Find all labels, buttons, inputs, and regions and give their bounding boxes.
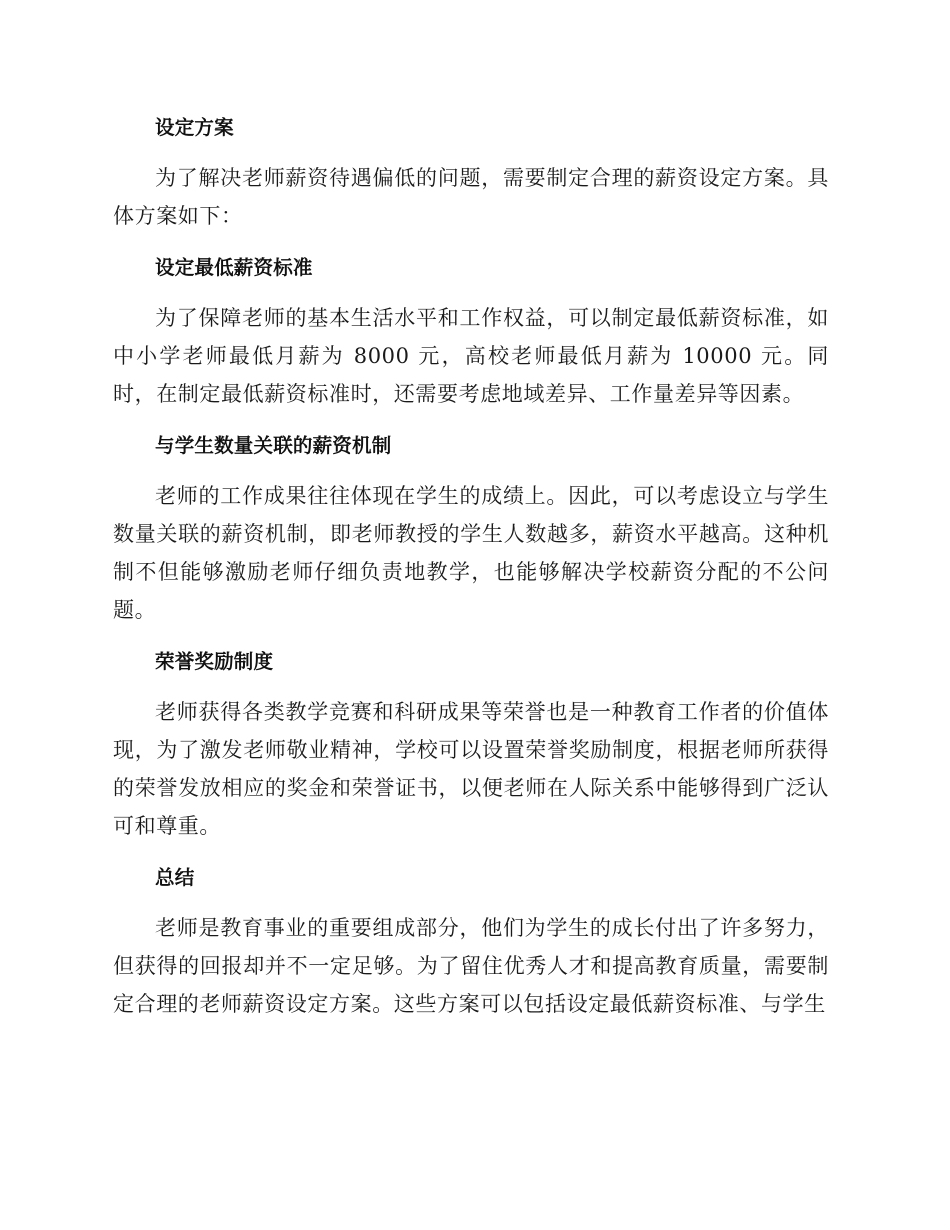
section-paragraph: 老师获得各类教学竞赛和科研成果等荣誉也是一种教育工作者的价值体现，为了激发老师敬业精神，学校可以设置荣誉奖励制度，根据老师所获得的荣誉发放相应的奖金和荣誉证书，以便老师在人际关系中能够得到广泛认可和尊重。 — [113, 700, 829, 838]
section-heading: 荣誉奖励制度 — [155, 650, 274, 673]
section-heading: 与学生数量关联的薪资机制 — [155, 434, 392, 457]
section-summary — [113, 858, 829, 1023]
section-heading: 总结 — [155, 866, 195, 889]
section-paragraph: 为了保障老师的基本生活水平和工作权益，可以制定最低薪资标准，如中小学老师最低月薪为 8000 元，高校老师最低月薪为 10000 元。同时，在制定最低薪资标准时，还需要考虑地域差异、工作量差异等因素。 — [113, 306, 829, 406]
section-paragraph: 为了解决老师薪资待遇偏低的问题，需要制定合理的薪资设定方案。具体方案如下： — [113, 166, 829, 228]
section-heading: 设定最低薪资标准 — [155, 256, 313, 279]
section-paragraph: 老师是教育事业的重要组成部分，他们为学生的成长付出了许多努力，但获得的回报却并不一定足够。为了留住优秀人才和提高教育质量，需要制定合理的老师薪资设定方案。这些方案可以包括设定最低薪资标准、与学生 — [113, 916, 829, 1016]
section-minimum-salary — [113, 248, 829, 413]
section-paragraph: 老师的工作成果往往体现在学生的成绩上。因此，可以考虑设立与学生数量关联的薪资机制，即老师教授的学生人数越多，薪资水平越高。这种机制不但能够激励老师仔细负责地教学，也能够解决学校薪资分配的不公问题。 — [113, 484, 829, 622]
section-honor-rewards — [113, 642, 829, 845]
section-student-linked-salary — [113, 426, 829, 629]
document-body — [113, 108, 829, 1036]
section-heading: 设定方案 — [155, 116, 234, 139]
section-plan — [113, 108, 829, 235]
